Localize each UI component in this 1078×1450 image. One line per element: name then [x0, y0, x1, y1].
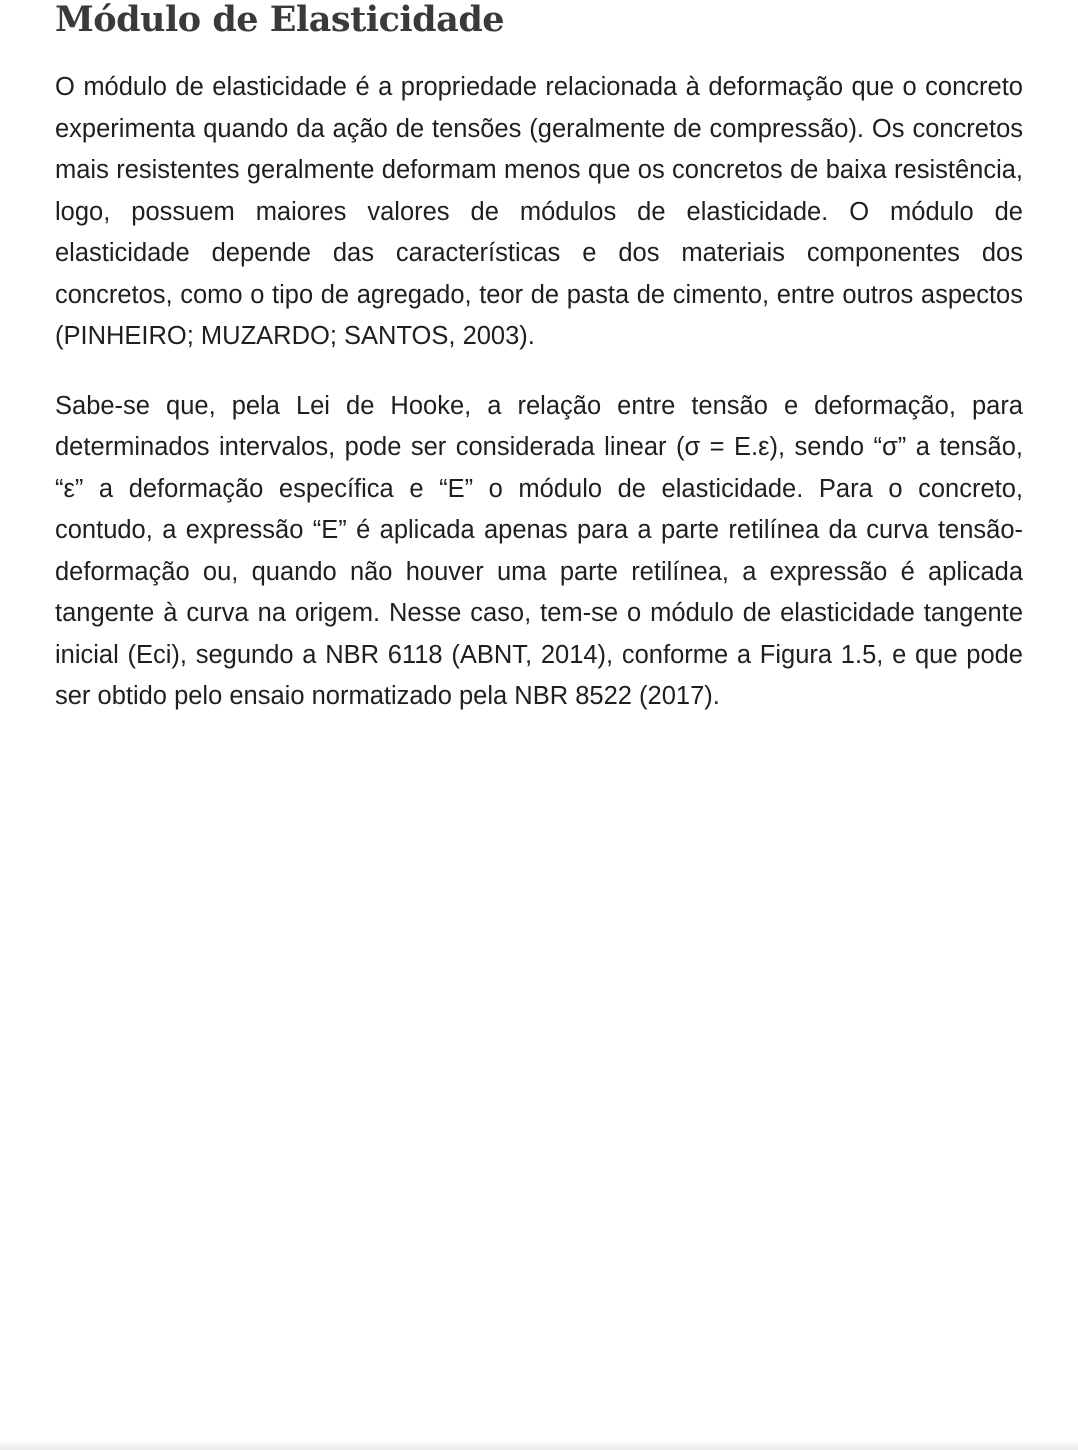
section-title: Módulo de Elasticidade	[55, 0, 505, 40]
document-page	[55, 0, 1023, 718]
paragraph-1: O módulo de elasticidade é a propriedade relacionada à deformação que o concreto experimenta quando da ação de tensões (geralmente de compressão). Os concretos mais resistentes geralmente deformam menos que os concretos de baixa resistência, logo, possuem maiores valores de módulos de elasticidade. O módulo de elasticidade depende das características e dos materiais componentes dos concretos, como o tipo de agregado, teor de pasta de cimento, entre outros aspectos (PINHEIRO; MUZARDO; SANTOS, 2003).	[55, 73, 1023, 350]
paragraph-2: Sabe-se que, pela Lei de Hooke, a relação entre tensão e deformação, para determinados intervalos, pode ser considerada linear (σ = E.ε), sendo “σ” a tensão, “ε” a deformação específica e “E” o módulo de elasticidade. Para o concreto, contudo, a expressão “E” é aplicada apenas para a parte retilínea da curva tensão-deformação ou, quando não houver uma parte retilínea, a expressão é aplicada tangente à curva na origem. Nesse caso, tem-se o módulo de elasticidade tangente inicial (Eci), segundo a NBR 6118 (ABNT, 2014), conforme a Figura 1.5, e que pode ser obtido pelo ensaio normatizado pela NBR 8522 (2017).	[55, 391, 1023, 710]
page-bottom-shadow	[0, 1440, 1078, 1450]
